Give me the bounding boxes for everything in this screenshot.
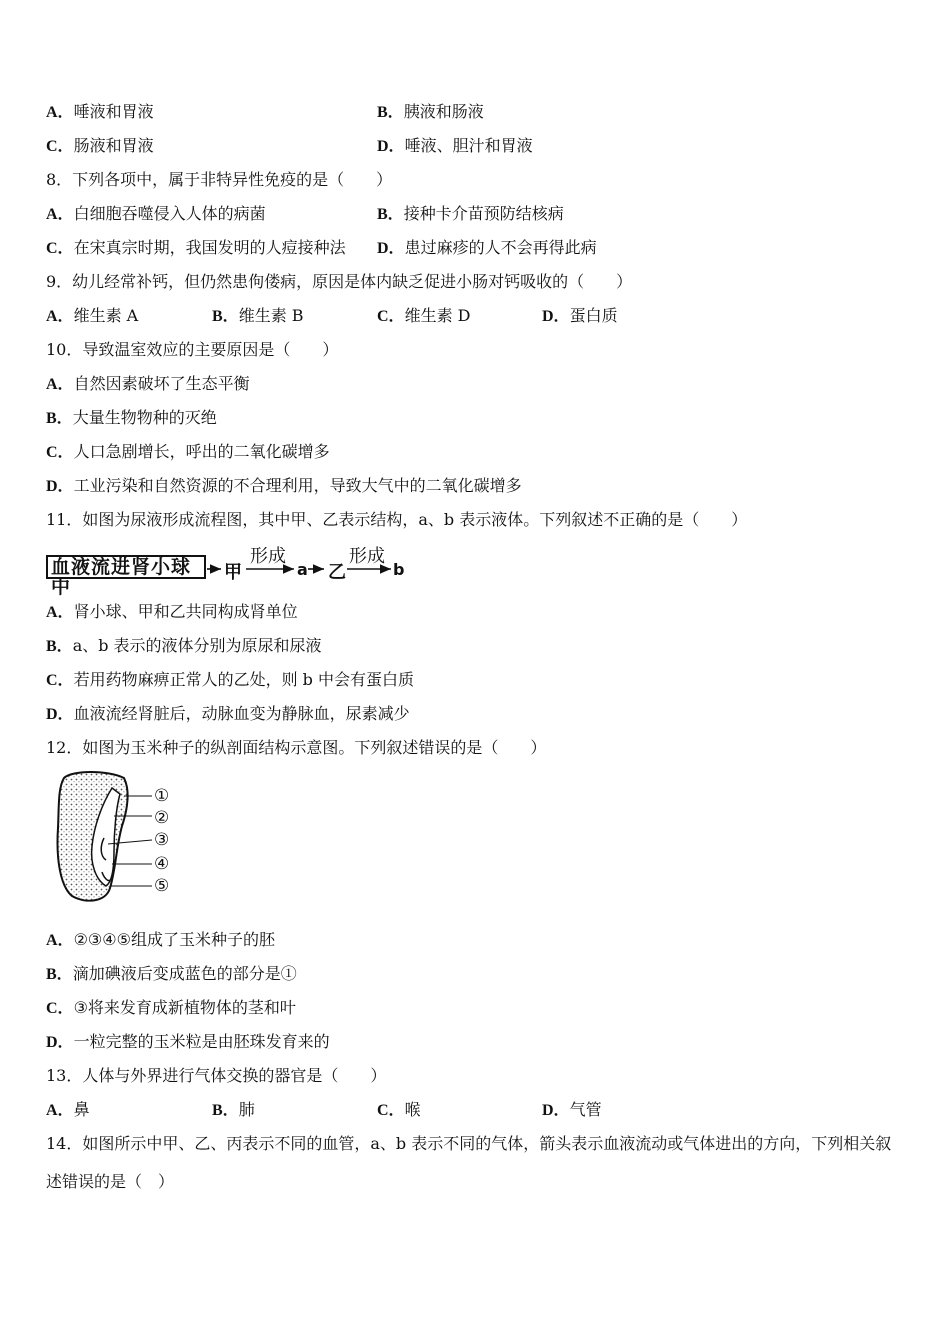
flow-label-jia: 甲 [224,562,242,583]
corn-seed-diagram [50,768,190,908]
q11-option-c: C．若用药物麻痹正常人的乙处，则 b 中会有蛋白质 [46,670,414,689]
q13-option-a: A．鼻 [46,1100,90,1119]
q14-stem-line-1: 14．如图所示中甲、乙、丙表示不同的血管，a、b 表示不同的气体，箭头表示血液流动或气体进出的方向，下列相关叙 [46,1134,892,1153]
q11-option-d: D．血液流经肾脏后，动脉血变为静脉血，尿素减少 [46,704,410,723]
seed-label-3: ③ [154,830,170,850]
q8-stem: 8．下列各项中，属于非特异性免疫的是（ ） [46,170,393,189]
q11-stem: 11．如图为尿液形成流程图，其中甲、乙表示结构，a、b 表示液体。下列叙述不正确的是（ ） [46,510,748,529]
q8-option-b: B．接种卡介苗预防结核病 [377,204,564,223]
q12-stem: 12．如图为玉米种子的纵剖面结构示意图。下列叙述错误的是（ ） [46,738,547,757]
q12-option-d: D．一粒完整的玉米粒是由胚珠发育来的 [46,1032,330,1051]
q8-option-d: D．患过麻疹的人不会再得此病 [377,238,597,257]
seed-label-5: ⑤ [154,876,170,896]
seed-label-4: ④ [154,854,170,874]
flow-label-yi: 乙 [328,562,346,583]
q9-stem: 9．幼儿经常补钙，但仍然患佝偻病，原因是体内缺乏促进小肠对钙吸收的（ ） [46,272,633,291]
q9-option-d: D．蛋白质 [542,306,618,325]
q9-option-a: A．维生素 A [46,306,139,325]
q10-option-d: D．工业污染和自然资源的不合理利用，导致大气中的二氧化碳增多 [46,476,522,495]
q14-stem-line-2: 述错误的是（ ） [46,1172,175,1191]
q13-option-d: D．气管 [542,1100,602,1119]
q10-option-b: B．大量生物物种的灭绝 [46,408,217,427]
q12-option-c: C．③将来发育成新植物体的茎和叶 [46,998,296,1017]
q10-option-a: A．自然因素破坏了生态平衡 [46,374,250,393]
q8-option-a: A．白细胞吞噬侵入人体的病菌 [46,204,266,223]
q9-option-c: C．维生素 D [377,306,471,325]
q13-option-c: C．喉 [377,1100,421,1119]
q10-stem: 10．导致温室效应的主要原因是（ ） [46,340,339,359]
flow-label-form-2: 形成 [349,546,385,567]
flow-box-blood-to-glomerulus: 血液流进肾小球中 [46,555,206,579]
seed-label-2: ② [154,808,170,828]
flow-label-b: b [393,560,405,579]
q11-option-a: A．肾小球、甲和乙共同构成肾单位 [46,602,298,621]
q12-option-b: B．滴加碘液后变成蓝色的部分是① [46,964,297,983]
q12-option-a: A．②③④⑤组成了玉米种子的胚 [46,930,275,949]
urine-flow-diagram [46,540,405,598]
q10-option-c: C．人口急剧增长，呼出的二氧化碳增多 [46,442,330,461]
flow-label-form-1: 形成 [250,546,286,567]
q13-option-b: B．肺 [212,1100,255,1119]
q7-option-c: C．肠液和胃液 [46,136,154,155]
q13-stem: 13．人体与外界进行气体交换的器官是（ ） [46,1066,387,1085]
q9-option-b: B．维生素 B [212,306,304,325]
q8-option-c: C．在宋真宗时期，我国发明的人痘接种法 [46,238,346,257]
q11-option-b: B．a、b 表示的液体分别为原尿和尿液 [46,636,322,655]
flow-label-a: a [297,560,308,579]
q7-option-d: D．唾液、胆汁和胃液 [377,136,533,155]
seed-label-1: ① [154,786,170,806]
q7-option-a: A．唾液和胃液 [46,102,154,121]
q7-option-b: B．胰液和肠液 [377,102,484,121]
